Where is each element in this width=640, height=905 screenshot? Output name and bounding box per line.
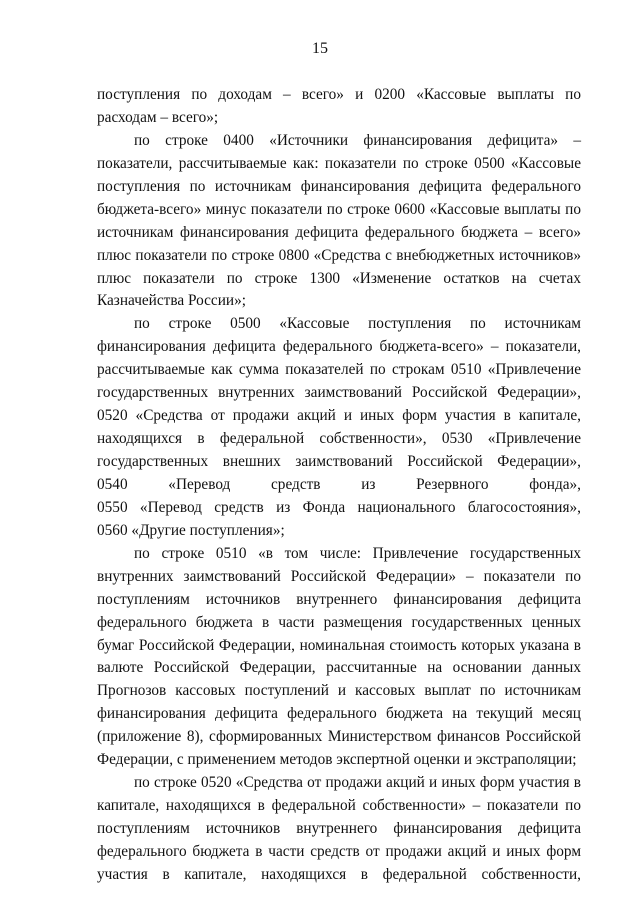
- text-line: рассчитываемые как сумма показателей по строкам 0510 «Привлечение: [97, 361, 581, 379]
- text-line: по строке 0520 «Средства от продажи акций и иных форм участия в: [134, 774, 581, 792]
- text-line: Федерации, с применением методов экспертной оценки и экстраполяции;: [97, 751, 577, 769]
- page-number: 15: [312, 40, 328, 57]
- text-line: 0520 «Средства от продажи акций и иных форм участия в капитале,: [97, 407, 581, 425]
- text-line: поступлениям источников внутреннего финансирования дефицита: [97, 820, 581, 837]
- text-line: плюс показатели по строке 1300 «Изменение остатков на счетах: [97, 269, 581, 287]
- text-line: поступлениям источников внутреннего финансирования дефицита: [97, 590, 581, 608]
- text-line: 0560 «Другие поступления»;: [97, 521, 285, 539]
- text-line: государственных внутренних заимствований Российской Федерации»,: [97, 384, 581, 402]
- text-line: финансирования дефицита федерального бюджета на текущий месяц: [97, 705, 581, 723]
- text-line: поступления по доходам – всего» и 0200 «Кассовые выплаты по: [97, 86, 581, 103]
- text-line: Казначейства России»;: [97, 292, 246, 310]
- text-line: показатели, рассчитываемые как: показатели по строке 0500 «Кассовые: [97, 154, 581, 172]
- text-line: поступления по источникам финансирования дефицита федерального: [97, 177, 581, 195]
- text-line: капитале, находящихся в федеральной собственности» – показатели по: [97, 797, 581, 815]
- text-line: по строке 0500 «Кассовые поступления по источникам: [134, 315, 581, 333]
- text-line: Прогнозов кассовых поступлений и кассовых выплат по источникам: [97, 682, 581, 700]
- text-line: находящихся в федеральной собственности», 0530 «Привлечение: [97, 430, 581, 448]
- text-line: плюс показатели по строке 0800 «Средства с внебюджетных источников»: [97, 246, 581, 264]
- text-line: 0550 «Перевод средств из Фонда национального благосостояния»,: [97, 498, 581, 516]
- text-line: федерального бюджета в части размещения государственных ценных: [97, 613, 581, 631]
- text-line: государственных внешних заимствований Российской Федерации»,: [97, 453, 581, 470]
- text-line: по строке 0400 «Источники финансирования дефицита» –: [134, 131, 581, 149]
- text-line: внутренних заимствований Российской Федерации» – показатели по: [97, 567, 581, 585]
- text-line: 0540 «Перевод средств из Резервного фонда»,: [97, 475, 581, 493]
- text-line: по строке 0510 «в том числе: Привлечение государственных: [134, 544, 581, 562]
- text-line: бюджета-всего» минус показатели по строке 0600 «Кассовые выплаты по: [97, 200, 581, 218]
- document-body: [97, 84, 581, 887]
- text-line: бумаг Российской Федерации, номинальная стоимость которых указана в: [97, 636, 581, 654]
- text-line: участия в капитале, находящихся в федеральной собственности,: [97, 865, 581, 883]
- text-line: (приложение 8), сформированных Министерством финансов Российской: [97, 728, 581, 746]
- text-line: валюте Российской Федерации, рассчитанные на основании данных: [97, 659, 581, 677]
- text-line: федерального бюджета в части средств от продажи акций и иных форм: [97, 842, 581, 860]
- text-line: источникам финансирования дефицита федерального бюджета – всего»: [97, 223, 581, 241]
- text-line: расходам – всего»;: [97, 108, 219, 126]
- text-line: финансирования дефицита федерального бюджета-всего» – показатели,: [97, 338, 581, 356]
